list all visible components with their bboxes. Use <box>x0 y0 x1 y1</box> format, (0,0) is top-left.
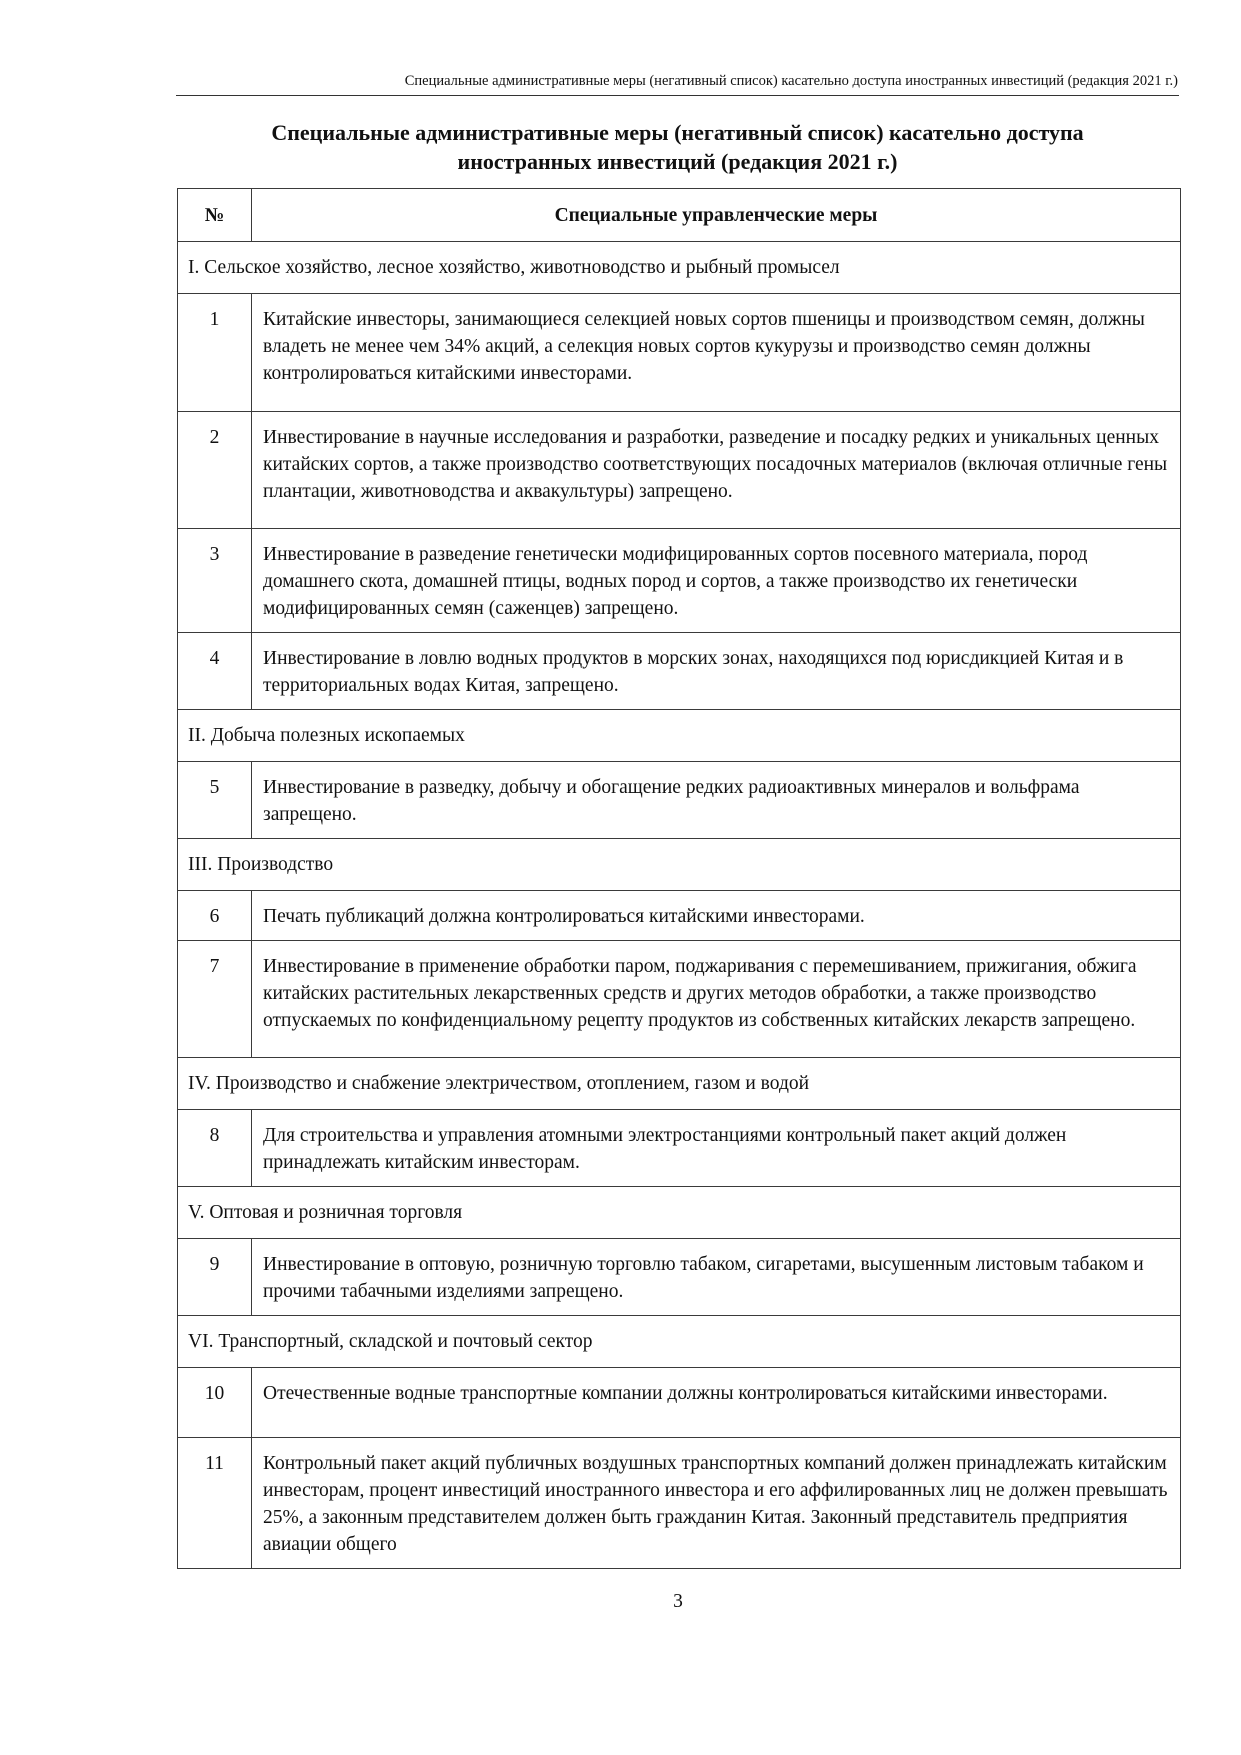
table-row <box>178 633 1181 710</box>
row-measure-text: Китайские инвесторы, занимающиеся селекцией новых сортов пшеницы и производством семян, должны владеть не менее чем 34% акций, а селекция новых сортов кукурузы и производство семян должны контролироваться китайскими инвесторами. <box>252 294 1181 412</box>
row-number: 1 <box>178 294 252 412</box>
running-header: Специальные административные меры (негативный список) касательно доступа иностранных инвестиций (редакция 2021 г.) <box>404 73 1178 89</box>
row-measure-text: Отечественные водные транспортные компании должны контролироваться китайскими инвесторами. <box>252 1368 1181 1438</box>
row-number: 8 <box>178 1110 252 1187</box>
section-heading-mining: II. Добыча полезных ископаемых <box>178 710 1181 762</box>
measures-table <box>177 188 1181 1569</box>
section-row <box>178 242 1181 294</box>
table-row <box>178 1239 1181 1316</box>
section-heading-trade: V. Оптовая и розничная торговля <box>178 1187 1181 1239</box>
row-number: 2 <box>178 412 252 529</box>
row-measure-text: Инвестирование в научные исследования и разработки, разведение и посадку редких и уникальных ценных китайских сортов, а также производство соответствующих посадочных материалов (включая отличные гены плантации, животноводства и аквакультуры) запрещено. <box>252 412 1181 529</box>
table-row <box>178 1368 1181 1438</box>
row-number: 3 <box>178 529 252 633</box>
section-row <box>178 1316 1181 1368</box>
table-row <box>178 294 1181 412</box>
row-number: 11 <box>178 1438 252 1569</box>
table-row <box>178 1438 1181 1569</box>
page-number: 3 <box>673 1591 683 1612</box>
table-header-row <box>178 189 1181 242</box>
section-row <box>178 839 1181 891</box>
row-number: 4 <box>178 633 252 710</box>
document-title <box>176 118 1179 176</box>
row-number: 6 <box>178 891 252 941</box>
table-row <box>178 762 1181 839</box>
row-measure-text: Для строительства и управления атомными электростанциями контрольный пакет акций должен принадлежать китайским инвесторам. <box>252 1110 1181 1187</box>
table-row <box>178 1110 1181 1187</box>
section-row <box>178 1187 1181 1239</box>
table-row <box>178 529 1181 633</box>
document-title-line-2: иностранных инвестиций (редакция 2021 г.) <box>457 149 898 174</box>
table-row <box>178 941 1181 1058</box>
row-measure-text: Инвестирование в разведение генетически модифицированных сортов посевного материала, пород домашнего скота, домашней птицы, водных пород и сортов, а также производство их генетически модифицированных семян (саженцев) запрещено. <box>252 529 1181 633</box>
table-row <box>178 891 1181 941</box>
row-number: 9 <box>178 1239 252 1316</box>
row-number: 7 <box>178 941 252 1058</box>
document-title-line-1: Специальные административные меры (негативный список) касательно доступа <box>271 120 1084 145</box>
column-header-number: № <box>178 189 252 242</box>
row-number: 10 <box>178 1368 252 1438</box>
table-row <box>178 412 1181 529</box>
row-measure-text: Контрольный пакет акций публичных воздушных транспортных компаний должен принадлежать китайским инвесторам, процент инвестиций иностранного инвестора и его аффилированных лиц не должен превышать 25%, а законным представителем должен быть гражданин Китая. Законный представитель предприятия авиации общего <box>252 1438 1181 1569</box>
section-heading-utilities: IV. Производство и снабжение электричеством, отоплением, газом и водой <box>178 1058 1181 1110</box>
row-measure-text: Инвестирование в ловлю водных продуктов в морских зонах, находящихся под юрисдикцией Китая и в территориальных водах Китая, запрещено. <box>252 633 1181 710</box>
row-number: 5 <box>178 762 252 839</box>
column-header-measures: Специальные управленческие меры <box>252 189 1181 242</box>
section-heading-agriculture: I. Сельское хозяйство, лесное хозяйство, животноводство и рыбный промысел <box>178 242 1181 294</box>
section-row <box>178 710 1181 762</box>
section-heading-manufacturing: III. Производство <box>178 839 1181 891</box>
row-measure-text: Печать публикаций должна контролироваться китайскими инвесторами. <box>252 891 1181 941</box>
header-rule <box>176 95 1179 96</box>
section-row <box>178 1058 1181 1110</box>
row-measure-text: Инвестирование в применение обработки паром, поджаривания с перемешиванием, прижигания, обжига китайских растительных лекарственных средств и других методов обработки, а также производство отпускаемых по конфиденциальному рецепту продуктов из собственных китайских лекарств запрещено. <box>252 941 1181 1058</box>
section-heading-transport: VI. Транспортный, складской и почтовый сектор <box>178 1316 1181 1368</box>
row-measure-text: Инвестирование в оптовую, розничную торговлю табаком, сигаретами, высушенным листовым табаком и прочими табачными изделиями запрещено. <box>252 1239 1181 1316</box>
row-measure-text: Инвестирование в разведку, добычу и обогащение редких радиоактивных минералов и вольфрама запрещено. <box>252 762 1181 839</box>
